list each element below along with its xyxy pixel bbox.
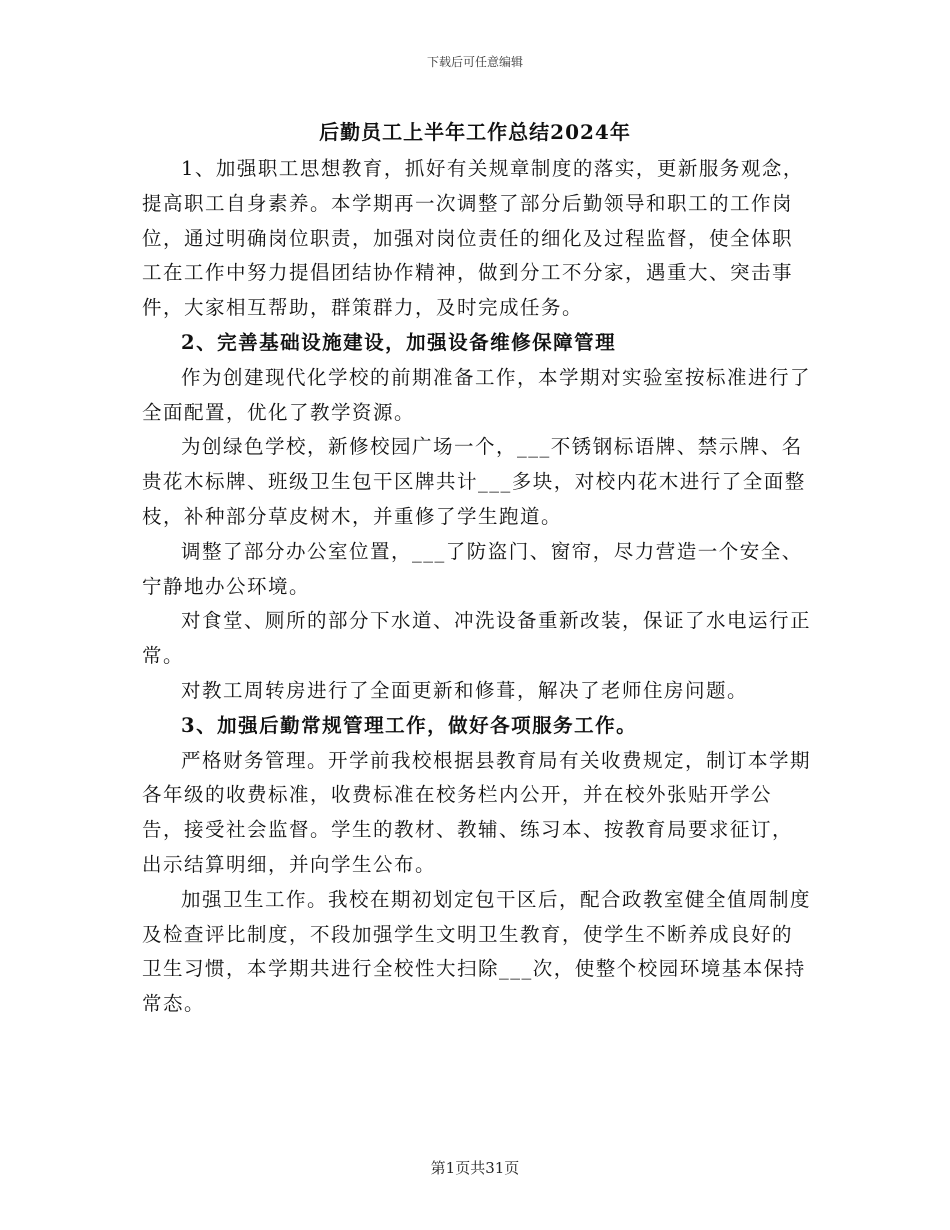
paragraph-finance-management: 严格财务管理。开学前我校根据县教育局有关收费规定，制订本学期各年级的收费标准，收费标准在校务栏内公开，并在校外张贴开学公告，接受社会监督。学生的教材、教辅、练习本、按教育局要求征订，出示结算明细，并向学生公布。 — [142, 748, 812, 876]
section-heading-infrastructure: 2、完善基础设施建设，加强设备维修保障管理 — [181, 330, 617, 354]
paragraph-lab-configuration: 作为创建现代化学校的前期准备工作，本学期对实验室按标准进行了全面配置，优化了教学资源。 — [142, 365, 812, 424]
paragraph-hygiene-work: 加强卫生工作。我校在期初划定包干区后，配合政教室健全值周制度及检查评比制度，不段加强学生文明卫生教育，使学生不断养成良好的卫生习惯，本学期共进行全校性大扫除___次，使整个校园环境基本保持常态。 — [142, 887, 812, 1016]
paragraph-canteen-renovation: 对食堂、厕所的部分下水道、冲洗设备重新改装，保证了水电运行正常。 — [142, 609, 812, 668]
document-title: 后勤员工上半年工作总结2024年 — [319, 120, 631, 144]
document-body — [142, 152, 812, 1022]
paragraph-staff-housing: 对教工周转房进行了全面更新和修葺，解决了老师住房问题。 — [181, 678, 749, 702]
section-heading-logistics-management: 3、加强后勤常规管理工作，做好各项服务工作。 — [181, 713, 638, 737]
paragraph-green-school: 为创绿色学校，新修校园广场一个，___不锈钢标语牌、禁示牌、名贵花木标牌、班级卫生包干区牌共计___多块，对校内花木进行了全面整枝，补种部分草皮树木，并重修了学生跑道。 — [142, 435, 806, 528]
paragraph-office-adjustment: 调整了部分办公室位置，___了防盗门、窗帘，尽力营造一个安全、宁静地办公环境。 — [142, 539, 803, 598]
header-note: 下载后可任意编辑 — [426, 55, 523, 69]
page-footer: 第1页共31页 — [430, 1159, 520, 1177]
paragraph-staff-education: 1、加强职工思想教育，抓好有关规章制度的落实，更新服务观念，提高职工自身素养。本学期再一次调整了部分后勤领导和职工的工作岗位，通过明确岗位职责，加强对岗位责任的细化及过程监督，使全体职工在工作中努力提倡团结协作精神，做到分工不分家，遇重大、突击事件，大家相互帮助，群策群力，及时完成任务。 — [142, 157, 804, 320]
